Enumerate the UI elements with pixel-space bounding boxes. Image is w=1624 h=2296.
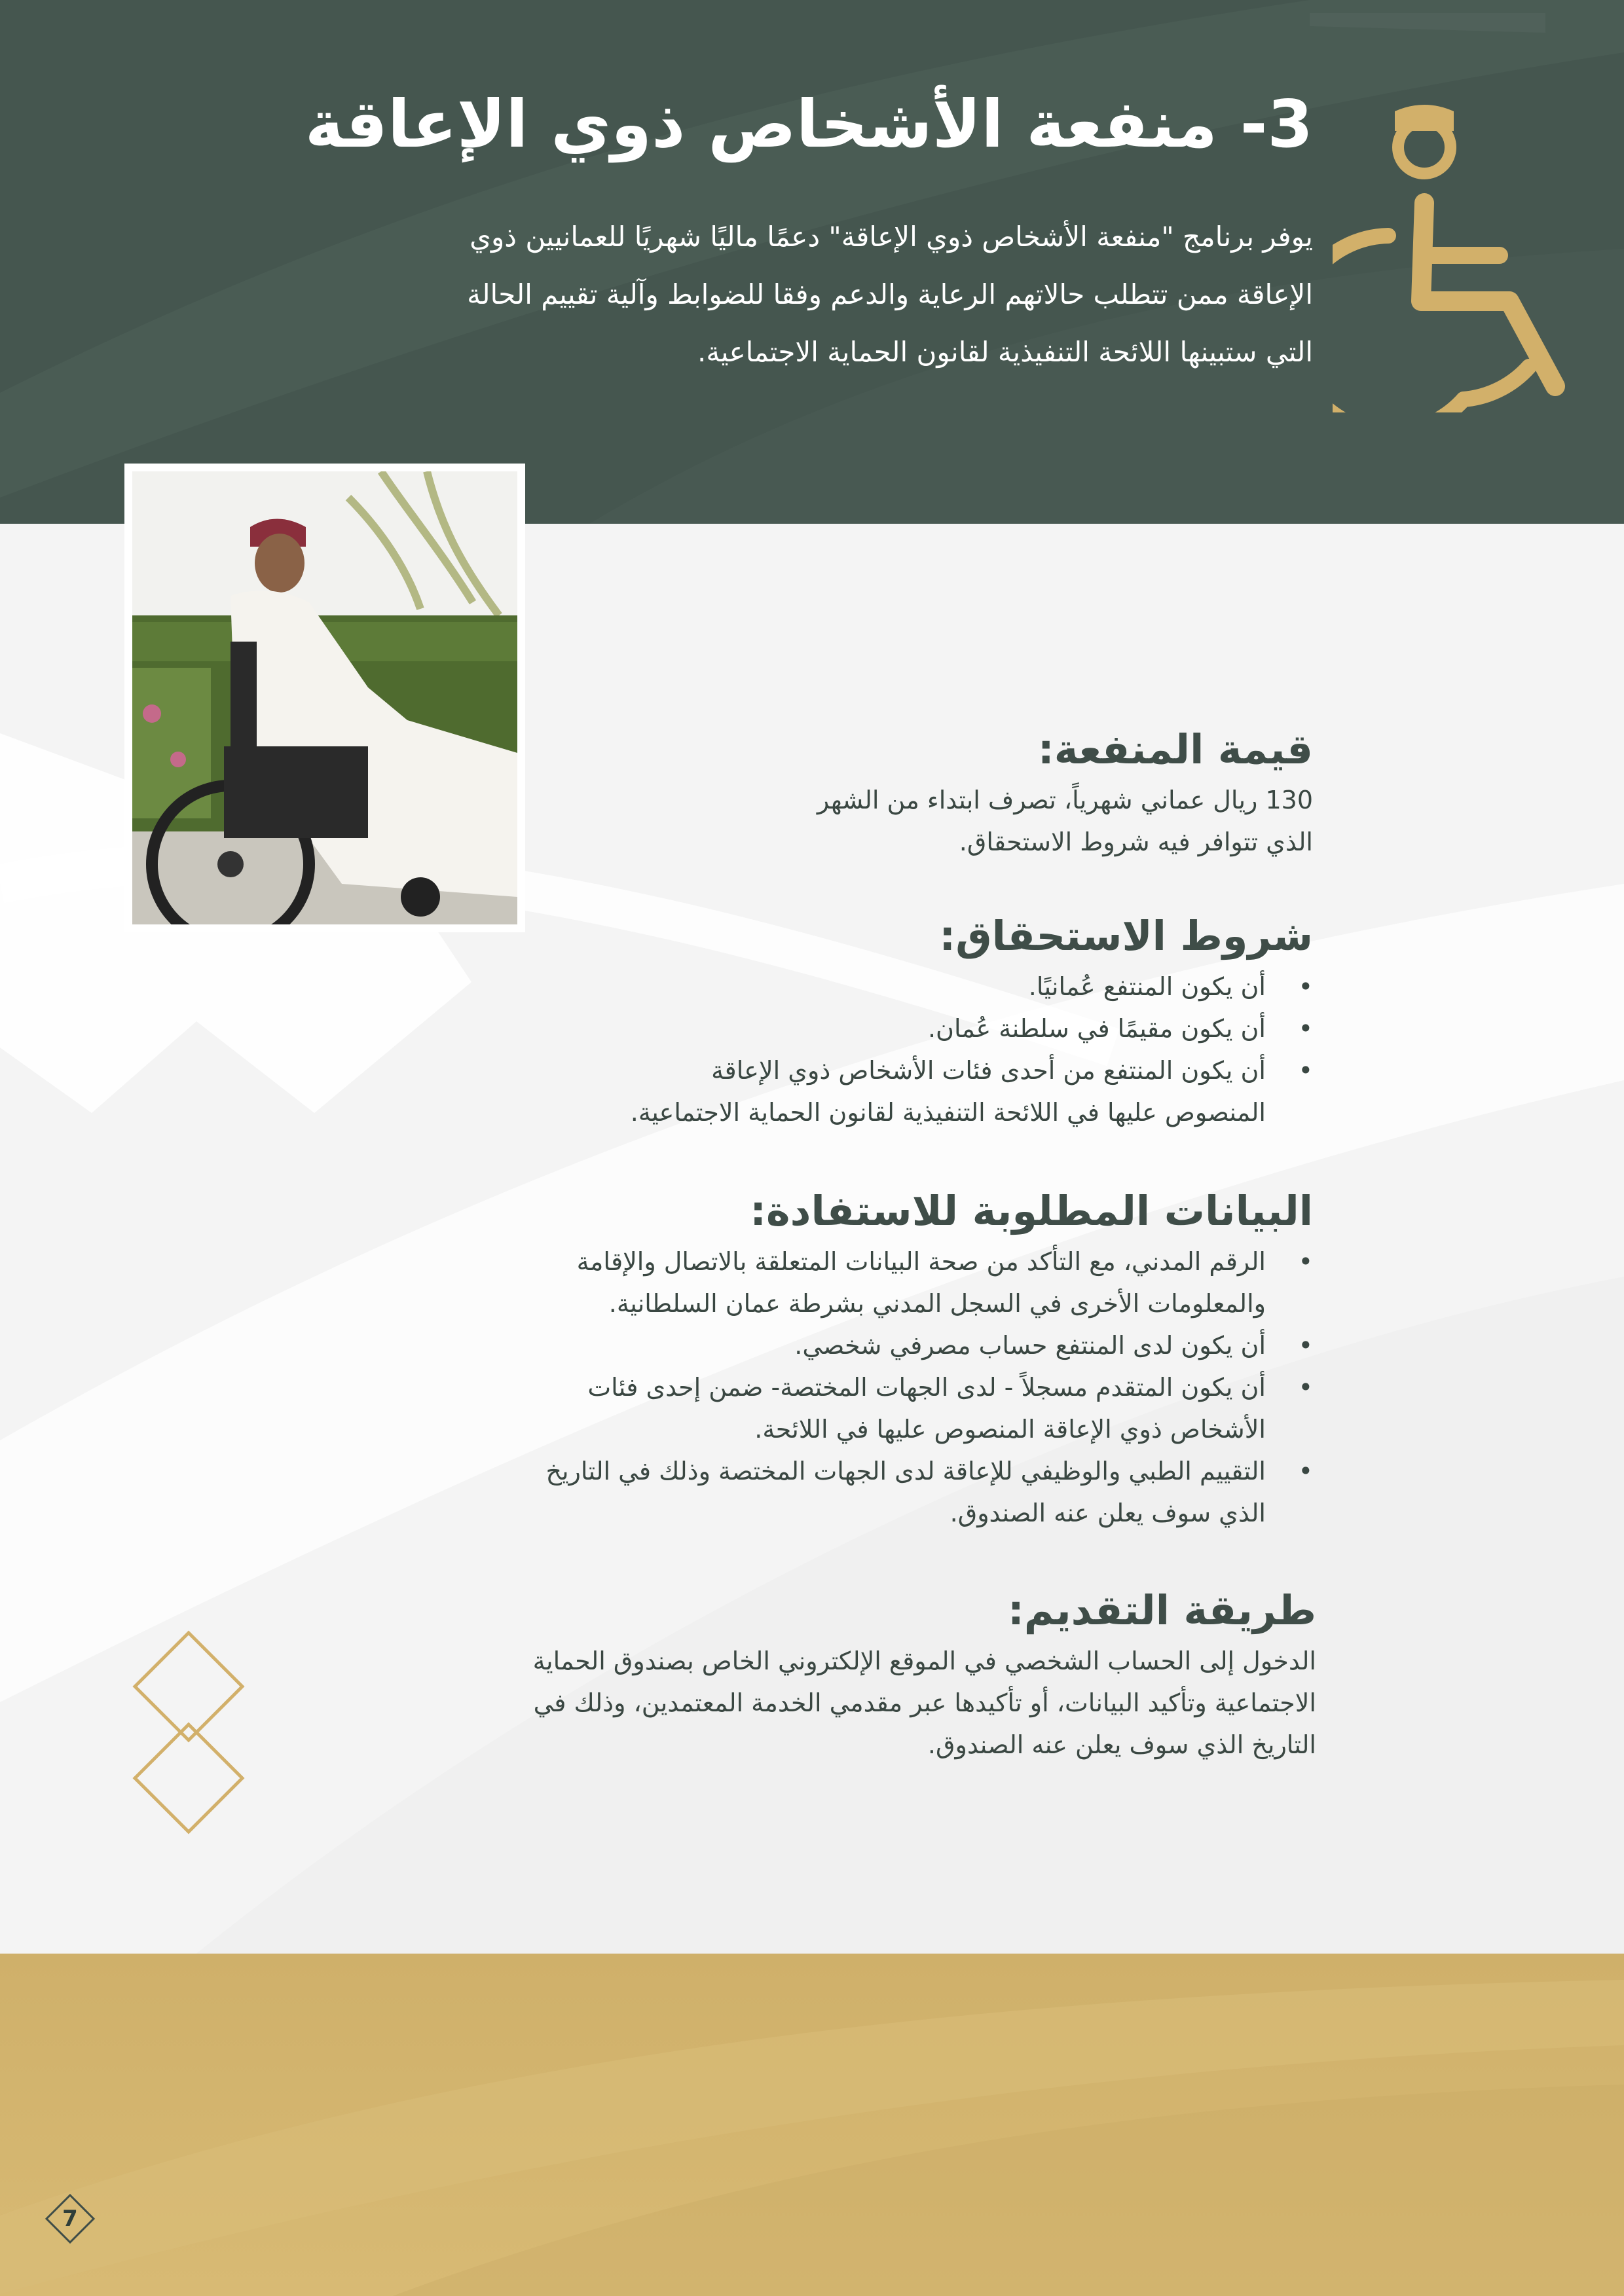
list-item: • أن يكون لدى المنتفع حساب مصرفي شخصي. bbox=[396, 1324, 1313, 1366]
required-data-list bbox=[396, 1241, 1313, 1534]
eligibility-section bbox=[527, 907, 1313, 1133]
list-item: • أن يكون المنتفع من أحدى فئات الأشخاص ذوي الإعاقة المنصوص عليها في اللائحة التنفيذية لقانون الحماية الاجتماعية. bbox=[527, 1049, 1313, 1133]
list-item: • أن يكون مقيمًا في سلطنة عُمان. bbox=[527, 1008, 1313, 1049]
wheelchair-icon bbox=[1333, 98, 1581, 412]
page-number-badge bbox=[45, 2193, 96, 2244]
section-heading: قيمة المنفعة: bbox=[1037, 725, 1313, 773]
eligibility-list bbox=[527, 966, 1313, 1133]
intro-line: التي ستبينها اللائحة التنفيذية لقانون الحماية الاجتماعية. bbox=[697, 336, 1313, 368]
intro-line: الإعاقة ممن تتطلب حالاتهم الرعاية والدعم وفقا للضوابط وآلية تقييم الحالة bbox=[467, 278, 1313, 310]
footer-band bbox=[0, 1954, 1624, 2296]
list-item: • الرقم المدني، مع التأكد من صحة البيانات المتعلقة بالاتصال والإقامة والمعلومات الأخرى في السجل المدني بشرطة عمان السلطانية. bbox=[396, 1241, 1313, 1324]
application-line: الاجتماعية وتأكيد البيانات، أو تأكيدها عبر مقدمي الخدمة المعتمدين، وذلك في bbox=[533, 1688, 1316, 1717]
required-data-section bbox=[396, 1182, 1313, 1534]
application-line: التاريخ الذي سوف يعلن عنه الصندوق. bbox=[927, 1730, 1316, 1759]
list-item: • أن يكون المتقدم مسجلاً - لدى الجهات المختصة- ضمن إحدى فئات الأشخاص ذوي الإعاقة المنصوص عليها في اللائحة. bbox=[396, 1366, 1313, 1450]
application-line: الدخول إلى الحساب الشخصي في الموقع الإلكتروني الخاص بصندوق الحماية bbox=[532, 1647, 1316, 1675]
application-section bbox=[399, 1581, 1316, 1766]
list-item: • أن يكون المنتفع عُمانيًا. bbox=[527, 966, 1313, 1008]
list-item: • التقييم الطبي والوظيفي للإعاقة لدى الجهات المختصة وذلك في التاريخ الذي سوف يعلن عنه الصندوق. bbox=[396, 1450, 1313, 1534]
intro-paragraph bbox=[331, 208, 1313, 381]
benefit-value-section bbox=[658, 720, 1313, 863]
man-in-wheelchair-photo bbox=[132, 471, 517, 924]
page-title: 3- منفعة الأشخاص ذوي الإعاقة bbox=[304, 86, 1313, 162]
footer-decoration bbox=[0, 1954, 1624, 2296]
benefit-value-line: الذي تتوافر فيه شروط الاستحقاق. bbox=[959, 828, 1313, 856]
page-number: 7 bbox=[62, 2206, 78, 2232]
section-heading: شروط الاستحقاق: bbox=[939, 912, 1313, 960]
intro-line: يوفر برنامج "منفعة الأشخاص ذوي الإعاقة" دعمًا ماليًا شهريًا للعمانيين ذوي bbox=[470, 221, 1313, 253]
photo-frame bbox=[124, 464, 525, 932]
section-heading: طريقة التقديم: bbox=[1007, 1586, 1316, 1634]
benefit-value-line: 130 ريال عماني شهرياً، تصرف ابتداء من الشهر bbox=[817, 786, 1313, 814]
section-heading: البيانات المطلوبة للاستفادة: bbox=[750, 1187, 1313, 1235]
diamond-ornament bbox=[130, 1630, 248, 1834]
